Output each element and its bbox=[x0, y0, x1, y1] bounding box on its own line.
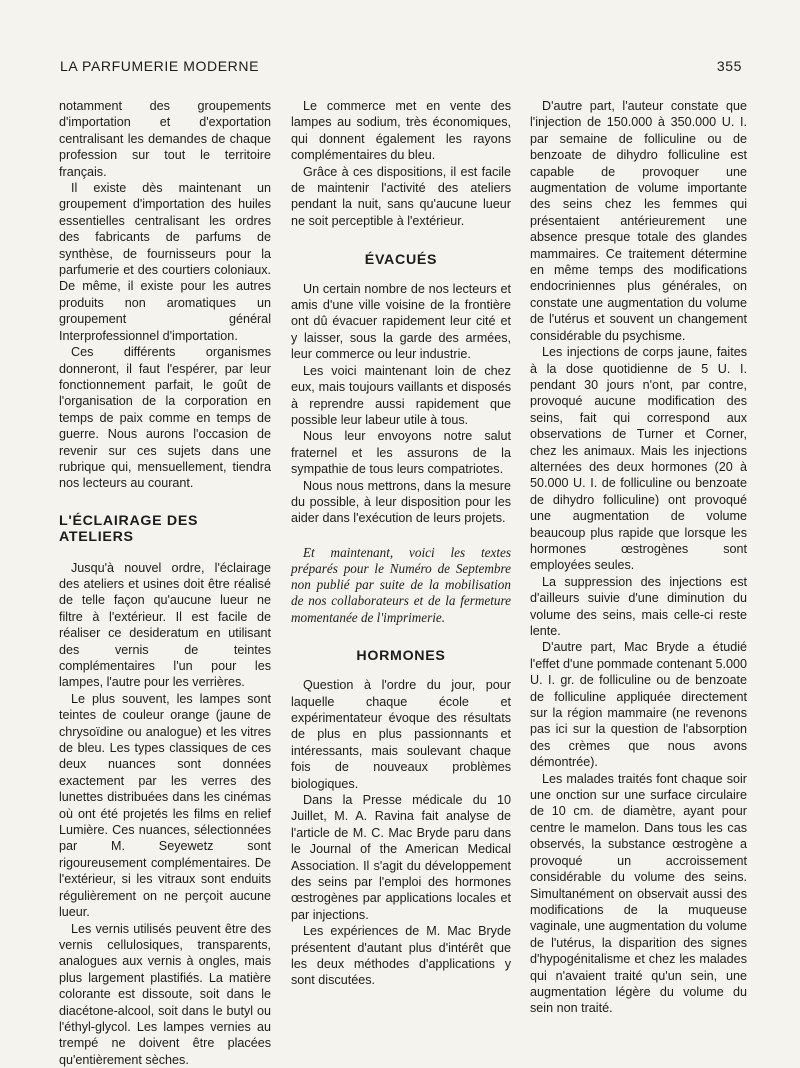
paragraph: Le plus souvent, les lampes sont teintes de couleur orange (jaune de chrysoïdine ou analogue) et les vitres de bleu. Les types classiques de ces deux nuances sont données exactement par les verres des lunettes distribuées dans les cinémas où ont été projetés les films en relief Lumière. Ces nuances, sélectionnées par M. Seyewetz sont rigoureusement complémentaires. De l'extérieur, si les vitraux sont enduits régulièrement on ne perçoit aucune lueur. bbox=[59, 691, 271, 921]
paragraph: Question à l'ordre du jour, pour laquelle chaque école et expérimentateur évoque des résultats de plus en plus passionnants et intéressants, mais soulevant chaque fois de nouveaux problèmes biologiques. bbox=[291, 677, 511, 792]
paragraph: D'autre part, Mac Bryde a étudié l'effet d'une pommade contenant 5.000 U. I. gr. de folliculine ou de benzoate de folliculine appliquée directement sur la région mammaire (ne revenons pas ici sur la question de l'absorption des crèmes que nous avons démontrée). bbox=[530, 639, 747, 770]
column-1 bbox=[59, 98, 271, 993]
paragraph: Les vernis utilisés peuvent être des vernis cellulosiques, transparents, analogues aux vernis à ongles, mais plus largement plastifiés. La matière colorante est dissoute, soit dans le diacétone-alcool, soit dans le butyl ou l'éthyl-glycol. Les lampes vernies au trempé ne doivent être placées qu'entièrement sèches. bbox=[59, 921, 271, 1068]
paragraph: Dans la Presse médicale du 10 Juillet, M. A. Ravina fait analyse de l'article de M. C. Mac Bryde paru dans le Journal of the American Medical Association. Il s'agit du développement des seins par l'emploi des hormones œstrogènes par applications locales et par injections. bbox=[291, 792, 511, 923]
column-2 bbox=[291, 98, 511, 993]
paragraph: Ces différents organismes donneront, il faut l'espérer, par leur fonctionnement parfait, le goût de l'organisation de la corporation en temps de paix comme en temps de guerre. Nous aurons l'occasion de revenir sur ces sujets dans une rubrique qui, mensuellement, tiendra nos lecteurs au courant. bbox=[59, 344, 271, 492]
paragraph: D'autre part, l'auteur constate que l'injection de 150.000 à 350.000 U. I. par semaine de folliculine ou de benzoate de dihydro folliculine est capable de provoquer une augmentation de volume importante des seins chez les femmes qui présentaient antérieurement une absence presque totale des glandes mammaires. Ce traitement détermine en même temps des modifications endocriniennes plus générales, on constate une augmentation du volume de l'utérus et souvent un changement considérable du psychisme. bbox=[530, 98, 747, 344]
section-heading-eclairage: L'ÉCLAIRAGE DES ATELIERS bbox=[59, 513, 271, 546]
journal-title: LA PARFUMERIE MODERNE bbox=[60, 58, 259, 74]
paragraph: Il existe dès maintenant un groupement d'importation des huiles essentielles centralisant les ordres des fabricants de parfums de synthèse, de fournisseurs pour la parfumerie et des courtiers coloniaux. De même, il existe pour les autres produits non aromatiques un groupement général Interprofessionnel d'importation. bbox=[59, 180, 271, 344]
column-3 bbox=[530, 98, 747, 993]
paragraph: Les injections de corps jaune, faites à la dose quotidienne de 5 U. I. pendant 30 jours n'ont, par contre, provoqué aucune modification des seins, fait qui correspond aux observations de Turner et Corner, chez les animaux. Mais les injections alternées des deux hormones (20 à 50.000 U. I. de folliculine ou benzoate de dihydro folliculine) ont provoqué une augmentation de volume beaucoup plus rapide que lorsque les hormones œstrogènes sont employées seules. bbox=[530, 344, 747, 574]
section-heading-evacues: ÉVACUÉS bbox=[291, 252, 511, 268]
paragraph: Nous nous mettrons, dans la mesure du possible, à leur disposition pour les aider dans l'exécution de leurs projets. bbox=[291, 478, 511, 527]
paragraph: notamment des groupements d'importation et d'exportation centralisant les demandes de chaque profession sur tout le territoire français. bbox=[59, 98, 271, 180]
editorial-note: Et maintenant, voici les textes préparés pour le Numéro de Septembre non publié par suite de la mobilisation de nos collaborateurs et de la fermeture momentanée de l'imprimerie. bbox=[291, 545, 511, 626]
paragraph: Les malades traités font chaque soir une onction sur une surface circulaire de 10 cm. de diamètre, ayant pour centre le mamelon. Dans tous les cas observés, la substance œstrogène a provoqué un accroissement considérable du volume des seins. Simultanément on observait aussi des modifications de la muqueuse vaginale, une augmentation du volume de l'utérus, la disparition des signes d'hypogénitalisme et chez les malades qui n'avaient traité qu'un sein, une augmentation légère du volume du sein non traité. bbox=[530, 771, 747, 1017]
paragraph: Jusqu'à nouvel ordre, l'éclairage des ateliers et usines doit être réalisé de telle façon qu'aucune lueur ne filtre à l'extérieur. Il est facile de réaliser ce desideratum en utilisant des vernis de teintes complémentaires l'un pour les lampes, l'autre pour les verrières. bbox=[59, 560, 271, 691]
paragraph: Les expériences de M. Mac Bryde présentent d'autant plus d'intérêt que les deux méthodes d'applications y sont discutées. bbox=[291, 923, 511, 989]
section-heading-hormones: HORMONES bbox=[291, 648, 511, 664]
paragraph: Grâce à ces dispositions, il est facile de maintenir l'activité des ateliers pendant la nuit, sans qu'aucune lueur ne soit perceptible à l'extérieur. bbox=[291, 164, 511, 230]
paragraph: Le commerce met en vente des lampes au sodium, très économiques, qui donnent également les rayons complémentaires du bleu. bbox=[291, 98, 511, 164]
page-number: 355 bbox=[717, 58, 742, 74]
running-header bbox=[60, 58, 742, 74]
paragraph: Un certain nombre de nos lecteurs et amis d'une ville voisine de la frontière ont dû évacuer rapidement leur cité et y laisser, sous la garde des armées, leur commerce ou leur industrie. bbox=[291, 281, 511, 363]
paragraph: La suppression des injections est d'ailleurs suivie d'une diminution du volume des seins, mais celle-ci reste lente. bbox=[530, 574, 747, 640]
paragraph: Nous leur envoyons notre salut fraternel et les assurons de la sympathie de tous leurs compatriotes. bbox=[291, 428, 511, 477]
paragraph: Les voici maintenant loin de chez eux, mais toujours vaillants et disposés à reprendre aussi rapidement que possible leur labeur utile à tous. bbox=[291, 363, 511, 429]
